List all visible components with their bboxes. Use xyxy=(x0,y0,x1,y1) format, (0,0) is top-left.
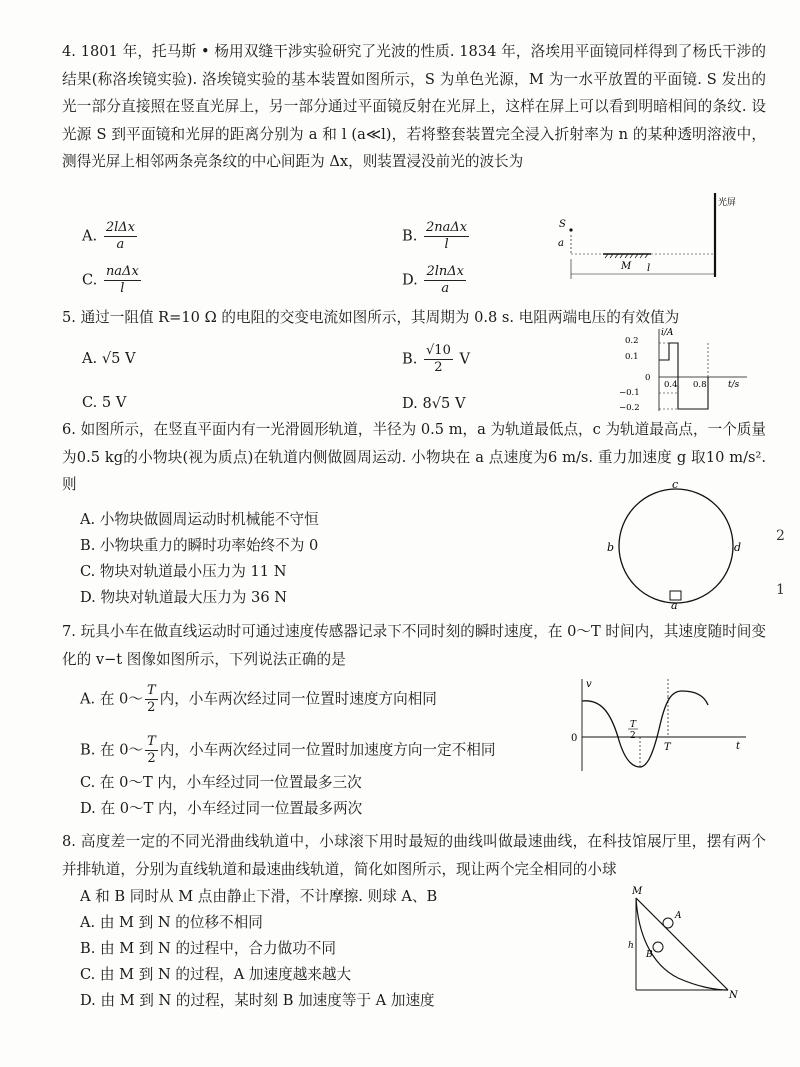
margin-mark-bottom: 1 xyxy=(776,582,785,598)
circular-track-diagram xyxy=(597,478,757,610)
q8-option-c[interactable]: C. 由 M 到 N 的过程，A 加速度越来越大 xyxy=(80,966,352,983)
y-tick-neg-0.1: −0.1 xyxy=(619,388,640,398)
velocity-curve xyxy=(582,691,708,767)
straight-track xyxy=(636,898,728,990)
x-axis-label: t/s xyxy=(728,380,740,390)
question-7-stem: 7. 玩具小车在做直线运动时可通过速度传感器记录下不同时刻的瞬时速度，在 0～T 时间内，其速度随时间变化的 v−t 图像如图所示，下列说法正确的是 xyxy=(62,623,766,668)
point-a-label: a xyxy=(671,599,678,610)
question-8 xyxy=(62,828,766,883)
y-tick-0: 0 xyxy=(645,373,651,383)
q4-option-c[interactable]: C. $\frac{\text{naΔx}}{l}$ xyxy=(82,264,139,296)
question-5-stem: 5. 通过一阻值 R=10 Ω 的电阻的交变电流如图所示，其周期为 0.8 s. 电阻两端电压的有效值为 xyxy=(62,309,680,326)
q7-options-cd xyxy=(80,770,362,822)
y-tick-0.2: 0.2 xyxy=(625,336,639,346)
ball-b-label: B xyxy=(646,950,653,960)
q5-option-d[interactable]: D. 8√5 V xyxy=(402,395,466,412)
y-tick-neg-0.2: −0.2 xyxy=(619,403,640,413)
q5-option-b[interactable]: B. $\frac{√10}{2}$ V xyxy=(402,343,471,375)
y-tick-0.1: 0.1 xyxy=(625,352,639,362)
question-4-stem: 4. 1801 年，托马斯 • 杨用双缝干涉实验研究了光波的性质. 1834 年，洛埃用平面镜同样得到了杨氏干涉的结果(称洛埃镜实验). 洛埃镜实验的基本装置如图所示，S 为单色光源，M 为一水平放置的平面镜. S 发出的光一部分直接照在竖直光屏上，另一部分通过平面镜反射在光屏上，这样在屏上可以看到明暗相间的条纹. 设光源 S 到平面镜和光屏的距离分别为 a 和 l (a≪l)，若将整套装置完全浸入折射率为 n 的某种透明溶液中，测得光屏上相邻两条亮条纹的中心间距为 Δx，则装置浸没前光的波长为 xyxy=(62,43,766,171)
q6-options xyxy=(80,507,319,611)
question-6-stem: 6. 如图所示，在竖直平面内有一光滑圆形轨道，半径为 0.5 m，a 为轨道最低点，c 为轨道最高点，一个质量为0.5 kg的小物块(视为质点)在轨道内侧做圆周运动. 小物块在 a 点速度为6 m/s. 重力加速度 g 取10 m/s². 则 xyxy=(62,421,766,494)
q6-option-c[interactable]: C. 物块对轨道最小压力为 11 N xyxy=(80,563,287,580)
q5-option-c[interactable]: C. 5 V xyxy=(82,394,127,411)
half-period-denominator: 2 xyxy=(630,731,636,741)
question-7 xyxy=(62,618,766,673)
t-axis-label: t xyxy=(736,741,741,752)
period-label: T xyxy=(664,742,671,753)
point-n-label: N xyxy=(729,990,738,1001)
q8-option-a[interactable]: A. 由 M 到 N 的位移不相同 xyxy=(80,914,263,931)
lloyd-mirror-diagram xyxy=(555,185,745,285)
q6-option-b[interactable]: B. 小物块重力的瞬时功率始终不为 0 xyxy=(80,537,319,554)
origin-label: 0 xyxy=(571,733,578,744)
y-axis-label: i/A xyxy=(661,328,674,338)
q4-option-b[interactable]: B. $\frac{\text{2naΔx}}{l}$ xyxy=(402,220,468,252)
q8-option-d[interactable]: D. 由 M 到 N 的过程，某时刻 B 加速度等于 A 加速度 xyxy=(80,992,435,1009)
x-tick-0.8: 0.8 xyxy=(693,380,707,390)
q5-option-a[interactable]: A. √5 V xyxy=(82,350,136,367)
v-axis-label: v xyxy=(586,679,592,690)
question-4 xyxy=(62,38,766,176)
brachistochrone-diagram xyxy=(620,884,750,1004)
distance-a-label: a xyxy=(558,238,564,249)
q4-option-d[interactable]: D. $\frac{2\ln\Delta x}{a}$ xyxy=(402,264,464,296)
current-time-graph xyxy=(615,325,755,417)
point-b-label: b xyxy=(607,541,615,554)
q6-option-a[interactable]: A. 小物块做圆周运动时机械能不守恒 xyxy=(80,511,319,528)
question-8-stem-continued: A 和 B 同时从 M 点由静止下滑，不计摩擦. 则球 A、B xyxy=(80,888,438,905)
ball-a-label: A xyxy=(675,911,682,921)
q6-option-d[interactable]: D. 物块对轨道最大压力为 36 N xyxy=(80,589,288,606)
q8-options xyxy=(80,884,437,1014)
point-c-label: c xyxy=(672,478,679,491)
question-8-stem: 8. 高度差一定的不同光滑曲线轨道中，小球滚下用时最短的曲线叫做最速曲线，在科技馆展厅里，摆有两个并排轨道，分别为直线轨道和最速曲线轨道，简化如图所示，现让两个完全相同的小球 xyxy=(62,833,766,878)
mirror-label: M xyxy=(621,261,632,272)
source-label: S xyxy=(559,219,566,230)
velocity-time-graph xyxy=(560,675,750,775)
q8-option-b[interactable]: B. 由 M 到 N 的过程中，合力做功不同 xyxy=(80,940,336,957)
distance-l-label: l xyxy=(647,263,651,274)
q4-option-a[interactable]: A. $\frac{\text{2lΔx}}{a}$ xyxy=(82,220,135,252)
q7-option-b[interactable]: B. 在 0～ $\frac{T}{2}$ 内，小车两次经过同一位置时加速度方向一定不相同 xyxy=(80,734,496,766)
margin-mark-top: 2 xyxy=(776,528,785,544)
screen-label: 光屏 xyxy=(718,198,737,208)
q7-option-a[interactable]: A. 在 0～ $\frac{T}{2}$ 内，小车两次经过同一位置时速度方向相同 xyxy=(80,683,437,715)
half-period-numerator: T xyxy=(630,720,637,730)
x-tick-0.4: 0.4 xyxy=(664,380,678,390)
height-h-label: h xyxy=(628,941,634,951)
point-d-label: d xyxy=(734,541,742,554)
current-waveform xyxy=(659,343,708,409)
q7-option-c[interactable]: C. 在 0～T 内，小车经过同一位置最多三次 xyxy=(80,774,362,791)
point-m-label: M xyxy=(632,886,643,897)
q7-option-d[interactable]: D. 在 0～T 内，小车经过同一位置最多两次 xyxy=(80,800,363,817)
